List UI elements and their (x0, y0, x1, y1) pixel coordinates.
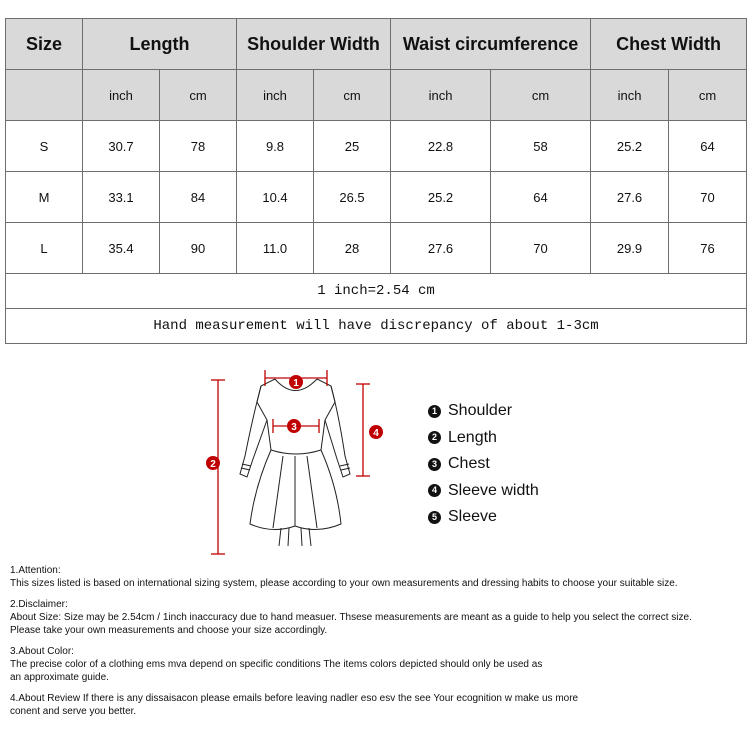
legend-item (428, 398, 539, 425)
legend-item (428, 425, 539, 452)
header-chest-width: Chest Width (591, 19, 747, 70)
value-cell: 33.1 (83, 172, 160, 223)
marker-4-label: 4 (373, 428, 379, 439)
unit-row (6, 70, 747, 121)
note-attention (10, 564, 746, 590)
unit-cell: inch (237, 70, 314, 121)
unit-cell: inch (591, 70, 669, 121)
value-cell: 25.2 (591, 121, 669, 172)
note-line: This sizes listed is based on international sizing system, please according to your own measurements and dressing habits to choose your suitable size. (10, 578, 678, 589)
value-cell: 22.8 (391, 121, 491, 172)
header-size: Size (6, 19, 83, 70)
note-disclaimer (10, 598, 746, 637)
value-cell: 70 (491, 223, 591, 274)
measurement-legend (428, 398, 539, 531)
value-cell: 90 (160, 223, 237, 274)
value-cell: 28 (314, 223, 391, 274)
value-cell: 70 (669, 172, 747, 223)
table-row (6, 121, 747, 172)
conversion-note: 1 inch=2.54 cm (6, 274, 747, 309)
note-review (10, 692, 746, 718)
header-shoulder-width: Shoulder Width (237, 19, 391, 70)
value-cell: 64 (491, 172, 591, 223)
unit-cell: cm (491, 70, 591, 121)
note-title: 1.Attention: (10, 565, 61, 576)
note-line: The precise color of a clothing ems mva depend on specific conditions The items colors depicted should only be used as (10, 659, 543, 670)
legend-number-icon: 1 (428, 405, 441, 418)
header-length: Length (83, 19, 237, 70)
dress-sleeve-right (325, 386, 350, 477)
value-cell: 25.2 (391, 172, 491, 223)
legend-label: Shoulder (448, 402, 513, 420)
value-cell: 11.0 (237, 223, 314, 274)
value-cell: 10.4 (237, 172, 314, 223)
value-cell: 78 (160, 121, 237, 172)
header-waist: Waist circumference (391, 19, 591, 70)
value-cell: 26.5 (314, 172, 391, 223)
note-line: About Size: Size may be 2.54cm / 1inch inaccuracy due to hand measuer. Thsese measurements are meant as a guide to help you select the correct size. (10, 612, 692, 623)
value-cell: 76 (669, 223, 747, 274)
legend-item (428, 504, 539, 531)
size-cell: L (6, 223, 83, 274)
diagram-markers (206, 375, 383, 470)
note-line: conent and serve you better. (10, 706, 137, 717)
note-title: 4.About Review If there is any dissaisacon please emails before leaving nadler eso esv the see Your ecognition w make us more (10, 693, 579, 704)
discrepancy-note-row (6, 309, 747, 344)
marker-1-label: 1 (293, 378, 299, 389)
value-cell: 29.9 (591, 223, 669, 274)
size-cell: M (6, 172, 83, 223)
marker-3-label: 3 (291, 422, 297, 433)
table-row (6, 223, 747, 274)
unit-cell: cm (160, 70, 237, 121)
notes-section (10, 564, 746, 726)
dress-diagram (195, 356, 395, 556)
legend-number-icon: 2 (428, 431, 441, 444)
dress-waist (271, 450, 321, 454)
size-cell: S (6, 121, 83, 172)
legend-label: Sleeve width (448, 481, 539, 499)
unit-cell: inch (83, 70, 160, 121)
legend-number-icon: 3 (428, 458, 441, 471)
value-cell: 64 (669, 121, 747, 172)
dress-sleeve-left (240, 386, 267, 477)
note-title: 2.Disclaimer: (10, 599, 68, 610)
legend-label: Length (448, 428, 497, 446)
value-cell: 35.4 (83, 223, 160, 274)
unit-cell: cm (314, 70, 391, 121)
marker-2-label: 2 (210, 459, 216, 470)
dress-skirt-folds (273, 456, 317, 528)
header-row (6, 19, 747, 70)
value-cell: 27.6 (591, 172, 669, 223)
size-table (5, 18, 747, 344)
note-line: an approximate guide. (10, 672, 109, 683)
legend-number-icon: 5 (428, 511, 441, 524)
discrepancy-note: Hand measurement will have discrepancy of about 1-3cm (6, 309, 747, 344)
conversion-note-row (6, 274, 747, 309)
value-cell: 9.8 (237, 121, 314, 172)
unit-cell: inch (391, 70, 491, 121)
legend-number-icon: 4 (428, 484, 441, 497)
legend-item (428, 451, 539, 478)
legend-item (428, 478, 539, 505)
dress-legs (279, 528, 311, 546)
legend-label: Chest (448, 455, 490, 473)
value-cell: 25 (314, 121, 391, 172)
note-title: 3.About Color: (10, 646, 74, 657)
legend-label: Sleeve (448, 508, 497, 526)
note-line: Please take your own measurements and choose your size accordingly. (10, 625, 328, 636)
table-row (6, 172, 747, 223)
unit-cell (6, 70, 83, 121)
unit-cell: cm (669, 70, 747, 121)
value-cell: 30.7 (83, 121, 160, 172)
value-cell: 58 (491, 121, 591, 172)
value-cell: 84 (160, 172, 237, 223)
note-color (10, 645, 746, 684)
value-cell: 27.6 (391, 223, 491, 274)
